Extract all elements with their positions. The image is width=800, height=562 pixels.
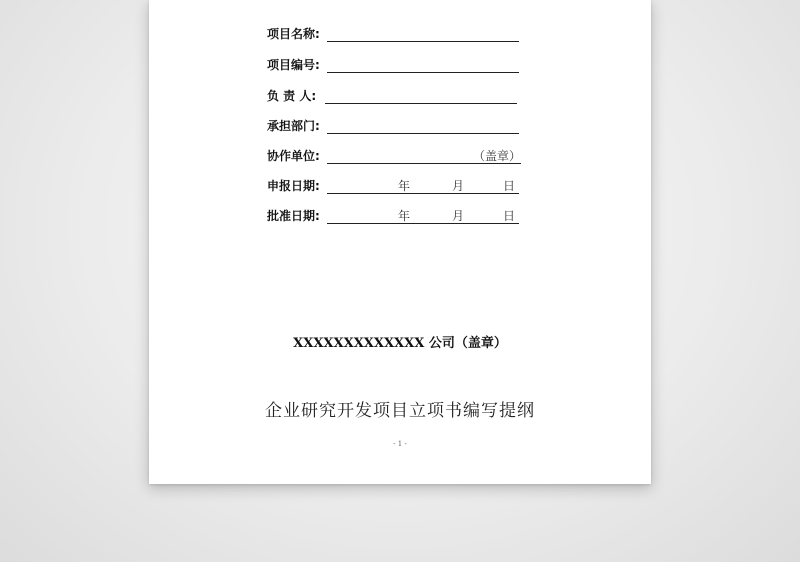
leader-label: 负 责 人:	[267, 89, 317, 103]
approve-date-day: 日	[503, 209, 516, 223]
approve-date-year: 年	[398, 209, 411, 223]
project-name-label: 项目名称:	[267, 27, 320, 41]
page-number: - 1 -	[393, 440, 407, 448]
partner-label: 协作单位:	[267, 149, 320, 163]
project-name-field[interactable]	[327, 41, 519, 42]
approve-date-label: 批准日期:	[267, 209, 320, 223]
dept-label: 承担部门:	[267, 119, 320, 133]
approve-date-field[interactable]	[327, 223, 519, 224]
apply-date-year: 年	[398, 179, 411, 193]
document-page	[149, 0, 651, 484]
apply-date-day: 日	[503, 179, 516, 193]
company-seal-line: XXXXXXXXXXXXX 公司（盖章）	[293, 336, 507, 351]
leader-field[interactable]	[325, 103, 517, 104]
apply-date-field[interactable]	[327, 193, 519, 194]
partner-seal-note: （盖章）	[473, 149, 522, 163]
approve-date-month: 月	[452, 209, 465, 223]
project-no-field[interactable]	[327, 72, 519, 73]
document-title: 企业研究开发项目立项书编写提纲	[265, 401, 535, 421]
dept-field[interactable]	[327, 133, 519, 134]
apply-date-month: 月	[452, 179, 465, 193]
project-no-label: 项目编号:	[267, 58, 320, 72]
apply-date-label: 申报日期:	[267, 179, 320, 193]
